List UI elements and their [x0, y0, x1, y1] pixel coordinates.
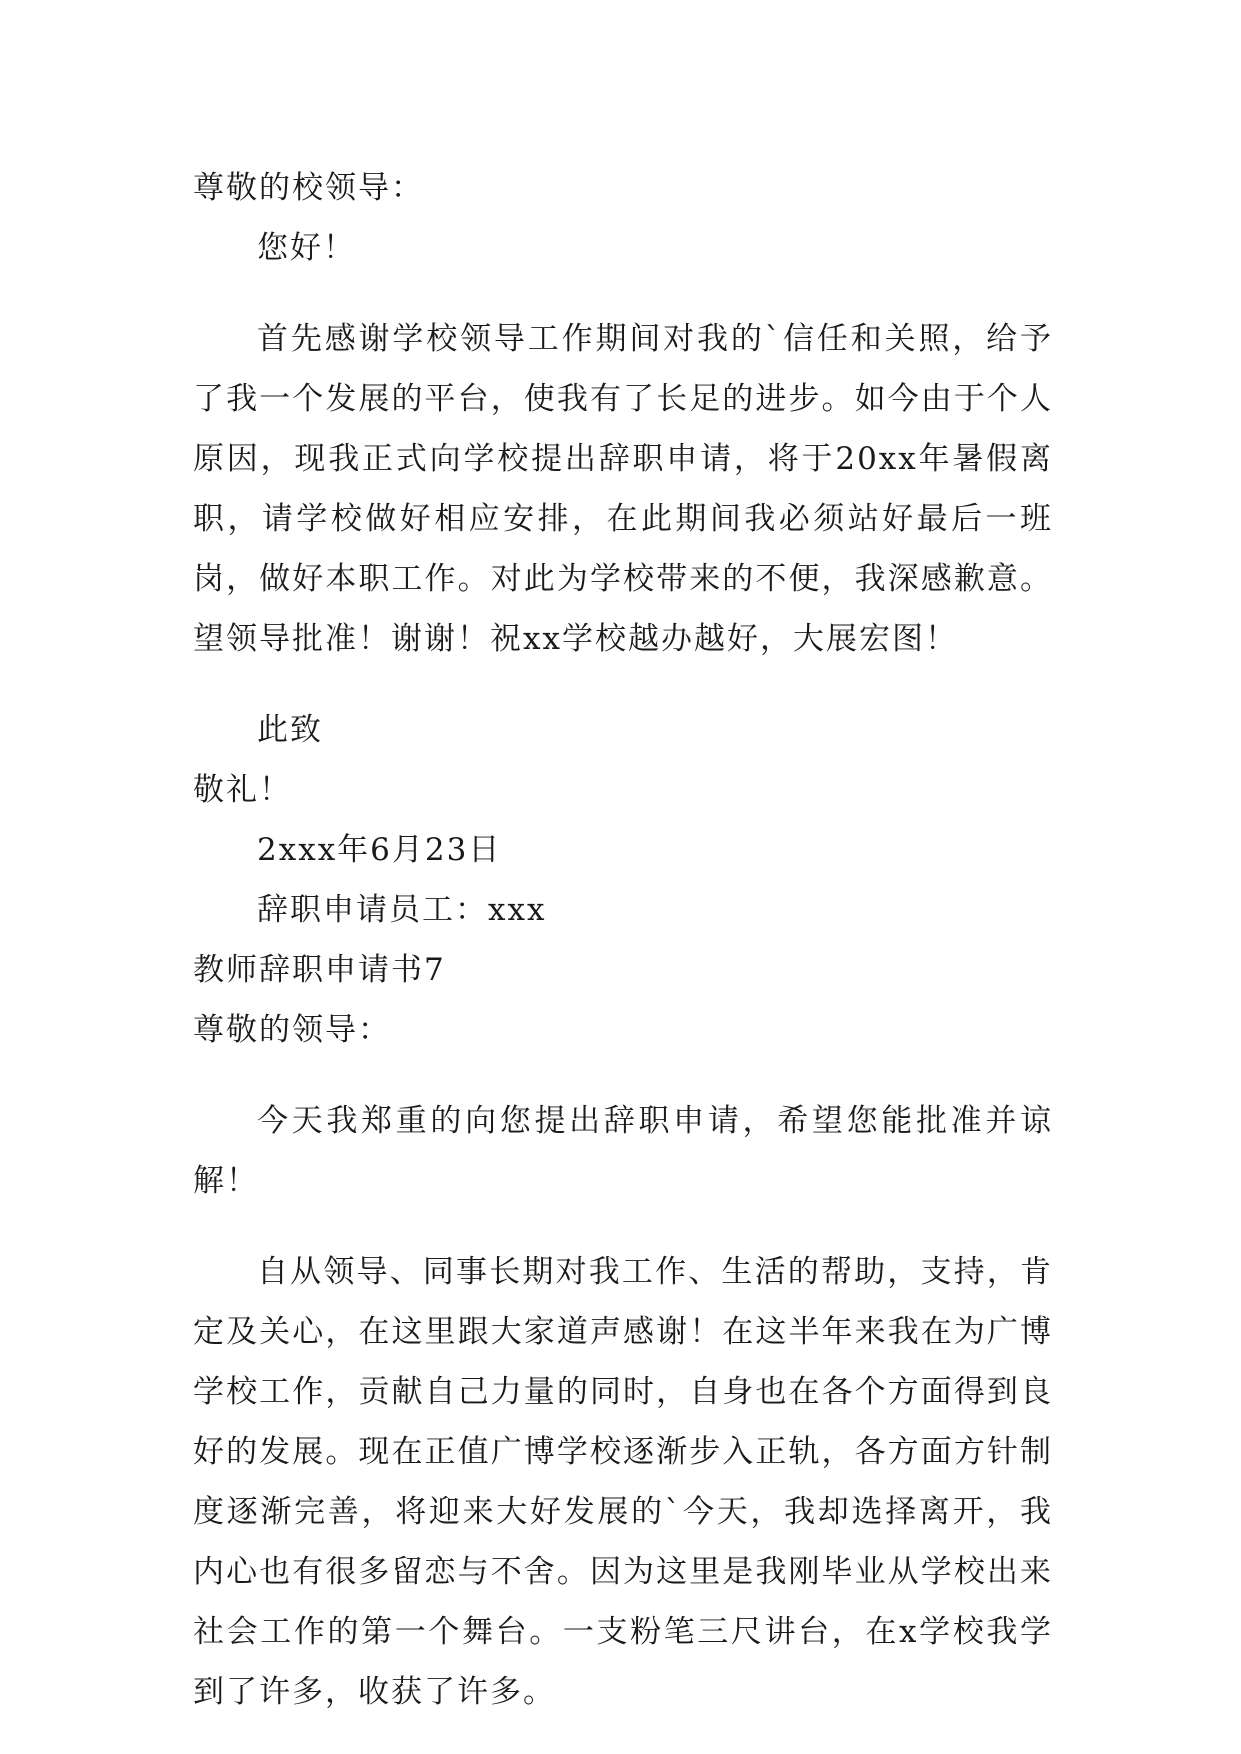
- section-title: 教师辞职申请书7: [193, 952, 446, 988]
- letter2-salutation: 尊敬的领导：: [193, 1012, 391, 1048]
- letter1-signature: 辞职申请员工：xxx: [257, 892, 547, 928]
- letter2-paragraph-1: 今天我郑重的向您提出辞职申请，希望您能批准并谅解！: [193, 1103, 1053, 1199]
- letter1-date: 2xxx年6月23日: [257, 832, 502, 868]
- letter1-closing-1: 此致: [257, 712, 323, 748]
- letter1-salutation: 尊敬的校领导：: [193, 170, 424, 206]
- letter2-paragraph-2: 自从领导、同事长期对我工作、生活的帮助，支持，肯定及关心，在这里跟大家道声感谢！在这半年来我在为广博学校工作，贡献自己力量的同时，自身也在各个方面得到良好的发展。现在正值广博学校逐渐步入正轨，各方面方针制度逐渐完善，将迎来大好发展的`今天，我却选择离开，我内心也有很多留恋与不舍。因为这里是我刚毕业从学校出来社会工作的第一个舞台。一支粉笔三尺讲台，在x学校我学到了许多，收获了许多。: [193, 1254, 1053, 1710]
- letter1-body: 首先感谢学校领导工作期间对我的`信任和关照，给予了我一个发展的平台，使我有了长足的进步。如今由于个人原因，现我正式向学校提出辞职申请，将于20xx年暑假离职，请学校做好相应安排，在此期间我必须站好最后一班岗，做好本职工作。对此为学校带来的不便，我深感歉意。望领导批准！谢谢！祝xx学校越办越好，大展宏图！: [193, 321, 1053, 657]
- document-content: [193, 158, 1053, 1753]
- letter1-greeting: 您好！: [257, 230, 356, 266]
- letter1-closing-2: 敬礼！: [193, 772, 292, 808]
